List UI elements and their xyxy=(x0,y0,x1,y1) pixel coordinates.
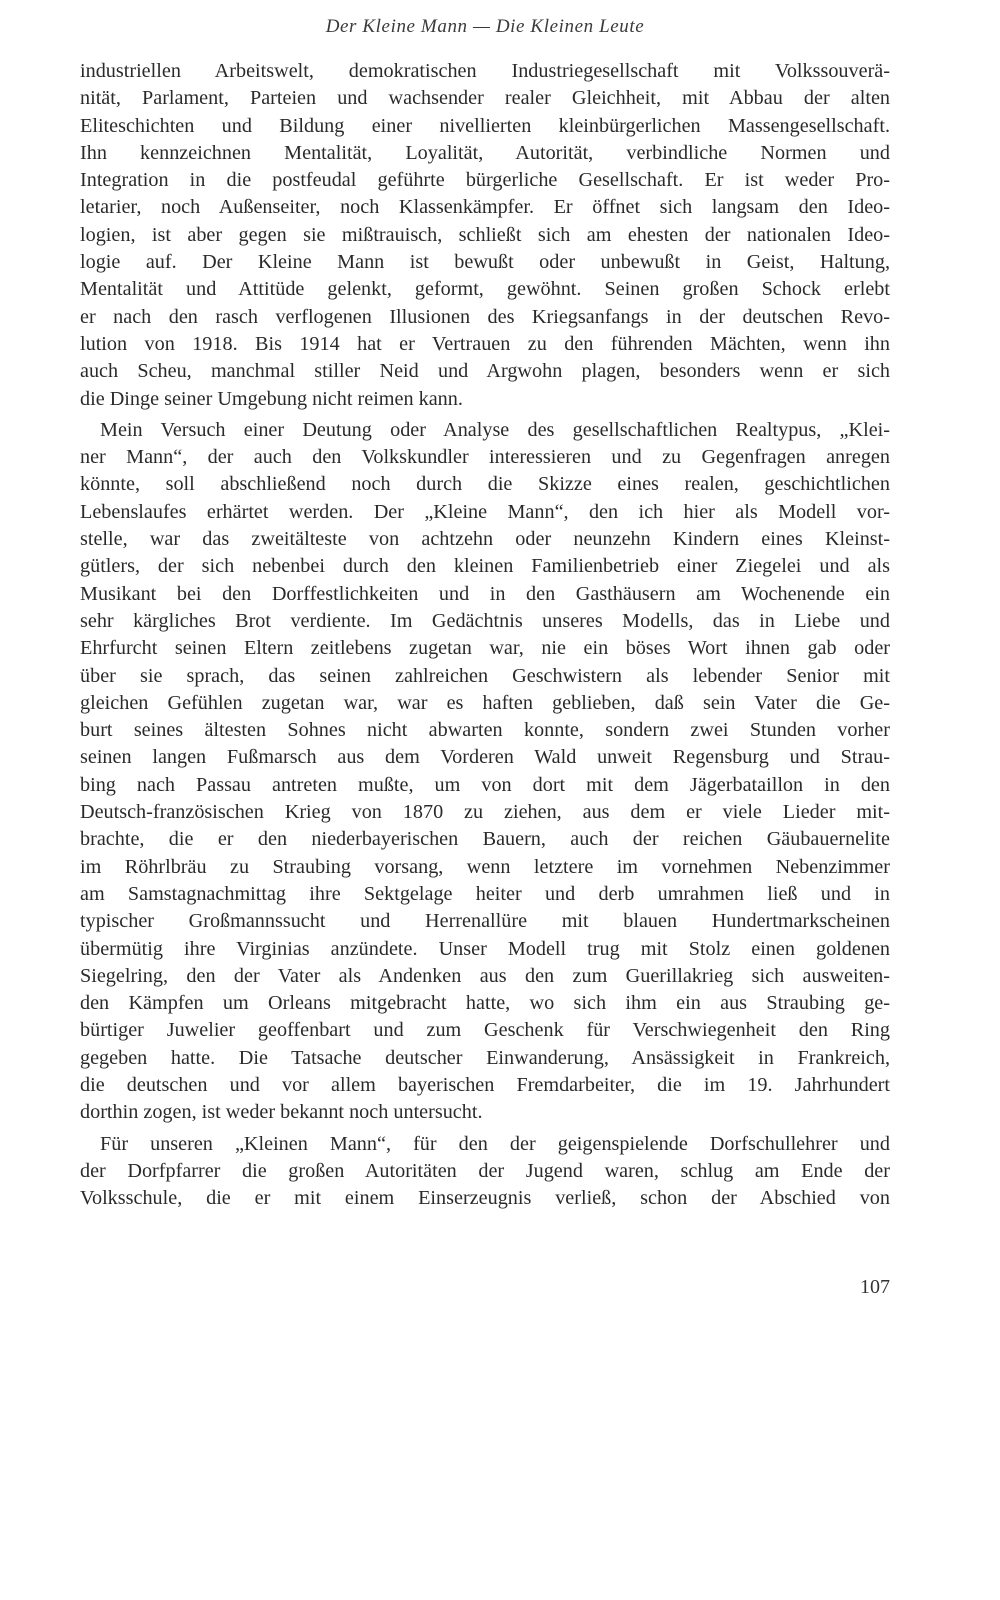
text-line: gütlers, der sich nebenbei durch den kleinen Familienbetrieb einer Ziegelei und als xyxy=(80,555,890,578)
text-line: Lebenslaufes erhärtet werden. Der „Kleine Mann“, den ich hier als Modell vor- xyxy=(80,500,890,523)
text-line: übermütig ihre Virginias anzündete. Unser Modell trug mit Stolz einen goldenen xyxy=(80,937,890,960)
text-line: Eliteschichten und Bildung einer nivellierten kleinbürgerlichen Massengesellschaft. xyxy=(80,114,890,137)
text-line: Deutsch-französischen Krieg von 1870 zu ziehen, aus dem er viele Lieder mit- xyxy=(80,801,890,824)
text-line: die deutschen und vor allem bayerischen Fremdarbeiter, die im 19. Jahrhundert xyxy=(80,1073,890,1096)
text-line: der Dorfpfarrer die großen Autoritäten der Jugend waren, schlug am Ende der xyxy=(80,1159,890,1182)
paragraph xyxy=(80,417,890,1127)
text-line: den Kämpfen um Orleans mitgebracht hatte, wo sich ihm ein aus Straubing ge- xyxy=(80,992,890,1015)
paragraph xyxy=(80,58,890,413)
text-line: logien, ist aber gegen sie mißtrauisch, schließt sich am ehesten der nationalen Ideo- xyxy=(80,223,890,246)
text-line: bürtiger Juwelier geoffenbart und zum Geschenk für Verschwiegenheit den Ring xyxy=(80,1019,890,1042)
text-line: typischer Großmannssucht und Herrenallüre mit blauen Hundertmarkscheinen xyxy=(80,910,890,933)
text-line: über sie sprach, das seinen zahlreichen Geschwistern als lebender Senior mit xyxy=(80,664,890,687)
text-line: lution von 1918. Bis 1914 hat er Vertrauen zu den führenden Mächten, wenn ihn xyxy=(80,332,890,355)
body-text xyxy=(80,58,890,1212)
text-line: auch Scheu, manchmal stiller Neid und Argwohn plagen, besonders wenn er sich xyxy=(80,360,890,383)
text-line: stelle, war das zweitälteste von achtzehn oder neunzehn Kindern eines Kleinst- xyxy=(80,528,890,551)
text-line: letarier, noch Außenseiter, noch Klassenkämpfer. Er öffnet sich langsam den Ideo- xyxy=(80,196,890,219)
text-line: seinen langen Fußmarsch aus dem Vorderen Wald unweit Regensburg und Strau- xyxy=(80,746,890,769)
text-line: die Dinge seiner Umgebung nicht reimen kann. xyxy=(80,387,463,410)
text-line: gleichen Gefühlen zugetan war, war es haften geblieben, daß sein Vater die Ge- xyxy=(80,691,890,714)
text-line: industriellen Arbeitswelt, demokratischen Industriegesellschaft mit Volkssouverä- xyxy=(80,60,890,82)
text-line: logie auf. Der Kleine Mann ist bewußt oder unbewußt in Geist, Haltung, xyxy=(80,251,890,274)
text-line: nität, Parlament, Parteien und wachsender realer Gleichheit, mit Abbau der alten xyxy=(80,87,890,110)
text-line: könnte, soll abschließend noch durch die Skizze eines realen, geschichtlichen xyxy=(80,473,890,496)
text-line: im Röhrlbräu zu Straubing vorsang, wenn letztere im vornehmen Nebenzimmer xyxy=(80,855,890,878)
text-line: Ehrfurcht seinen Eltern zeitlebens zugetan war, nie ein böses Wort ihnen gab oder xyxy=(80,637,890,660)
text-line: Integration in die postfeudal geführte bürgerliche Gesellschaft. Er ist weder Pro- xyxy=(80,169,890,192)
text-line: Siegelring, den der Vater als Andenken aus den zum Guerillakrieg sich ausweiten- xyxy=(80,964,890,987)
text-line: Mein Versuch einer Deutung oder Analyse des gesellschaftlichen Realtypus, „Klei- xyxy=(100,418,890,441)
page-number: 107 xyxy=(860,1276,890,1298)
text-line: Für unseren „Kleinen Mann“, für den der geigenspielende Dorfschullehrer und xyxy=(100,1132,890,1155)
text-line: dorthin zogen, ist weder bekannt noch untersucht. xyxy=(80,1101,483,1124)
text-line: Mentalität und Attitüde gelenkt, geformt, gewöhnt. Seinen großen Schock erlebt xyxy=(80,278,890,301)
text-line: ner Mann“, der auch den Volkskundler interessieren und zu Gegenfragen anregen xyxy=(80,446,890,469)
text-line: er nach den rasch verflogenen Illusionen des Kriegsanfangs in der deutschen Revo- xyxy=(80,305,890,328)
text-line: burt seines ältesten Sohnes nicht abwarten konnte, sondern zwei Stunden vorher xyxy=(80,719,890,742)
running-head: Der Kleine Mann — Die Kleinen Leute xyxy=(325,16,645,37)
text-line: Volksschule, die er mit einem Einserzeugnis verließ, schon der Abschied von xyxy=(80,1187,890,1210)
text-line: sehr kärgliches Brot verdiente. Im Gedächtnis unseres Modells, das in Liebe und xyxy=(80,609,890,632)
text-line: brachte, die er den niederbayerischen Bauern, auch der reichen Gäubauernelite xyxy=(80,828,890,851)
text-line: bing nach Passau antreten mußte, um von dort mit dem Jägerbataillon in den xyxy=(80,773,890,796)
text-line: Musikant bei den Dorffestlichkeiten und in den Gasthäusern am Wochenende ein xyxy=(80,582,890,605)
paragraph xyxy=(80,1131,890,1213)
text-line: gegeben hatte. Die Tatsache deutscher Einwanderung, Ansässigkeit in Frankreich, xyxy=(80,1046,890,1069)
text-line: Ihn kennzeichnen Mentalität, Loyalität, Autorität, verbindliche Normen und xyxy=(80,141,890,164)
text-line: am Samstagnachmittag ihre Sektgelage heiter und derb umrahmen ließ und in xyxy=(80,882,890,905)
